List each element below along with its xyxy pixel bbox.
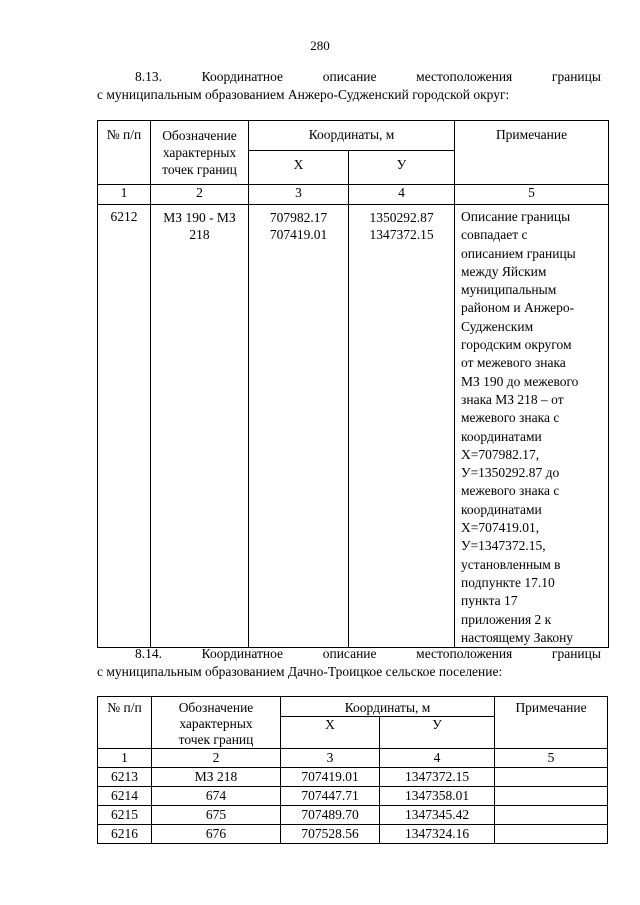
header-note: Примечание xyxy=(495,697,608,749)
cell-note xyxy=(495,806,608,825)
header-points-line: Обозначение xyxy=(178,700,254,715)
cell-y: 1347358.01 xyxy=(380,787,495,806)
note-line: МЗ 190 до межевого xyxy=(461,373,579,389)
cell-points-line: МЗ 190 - МЗ xyxy=(163,210,236,225)
note-line: приложения 2 к xyxy=(461,611,552,627)
heading-word: описание xyxy=(322,69,377,84)
note-line: подпункте 17.10 xyxy=(461,574,555,590)
note-line: пункта 17 xyxy=(461,593,518,609)
cell-x: 707447.71 xyxy=(281,787,380,806)
cell-points-line: 218 xyxy=(189,227,210,242)
cell-num: 6212 xyxy=(98,205,151,648)
header-points-line: точек границ xyxy=(178,732,254,747)
table-row xyxy=(98,825,608,844)
table-row xyxy=(98,806,608,825)
note-line: муниципальным xyxy=(461,282,557,298)
cell-point: 674 xyxy=(152,787,281,806)
note-line: знака МЗ 218 – от xyxy=(461,391,564,407)
heading-word: 8.14. xyxy=(135,646,162,661)
cell-point: 676 xyxy=(152,825,281,844)
header-points xyxy=(151,121,249,185)
section-heading-8-14 xyxy=(97,645,601,681)
header-y: У xyxy=(380,717,495,749)
section-heading-8-13 xyxy=(97,68,601,104)
note-line: Х=707982.17, xyxy=(461,446,540,462)
heading-word: 8.13. xyxy=(135,69,162,84)
cell-points xyxy=(151,205,249,648)
cell-y xyxy=(349,205,455,648)
note-line: межевого знака с xyxy=(461,410,560,426)
heading-word: местоположения xyxy=(416,646,513,661)
cell-x-value: 707419.01 xyxy=(269,227,328,242)
cell-num: 6213 xyxy=(98,768,152,787)
col-number: 1 xyxy=(98,749,152,768)
header-coordinates: Координаты, м xyxy=(281,697,495,717)
header-note: Примечание xyxy=(455,121,609,185)
note-line: установленным в xyxy=(461,556,561,572)
cell-x: 707528.56 xyxy=(281,825,380,844)
cell-point: МЗ 218 xyxy=(152,768,281,787)
col-number: 3 xyxy=(281,749,380,768)
col-number: 5 xyxy=(455,185,609,205)
cell-y: 1347345.42 xyxy=(380,806,495,825)
note-line: У=1347372.15, xyxy=(461,538,546,554)
cell-point: 675 xyxy=(152,806,281,825)
col-number: 3 xyxy=(249,185,349,205)
note-line: У=1350292.87 до xyxy=(461,465,560,481)
header-y: У xyxy=(349,151,455,185)
col-number: 2 xyxy=(152,749,281,768)
heading-line-2: с муниципальным образованием Анжеро-Судженский городской округ: xyxy=(97,87,510,102)
note-line: настоящему Закону xyxy=(461,629,574,645)
heading-word: границы xyxy=(551,69,601,84)
note-line: совпадает с xyxy=(461,227,528,243)
coordinates-table-1 xyxy=(97,120,609,648)
cell-note xyxy=(495,787,608,806)
col-number: 5 xyxy=(495,749,608,768)
table-row xyxy=(98,205,609,648)
heading-line-1 xyxy=(97,68,601,86)
note-line: Описание границы xyxy=(461,209,571,224)
heading-line-1 xyxy=(97,645,601,663)
cell-num: 6214 xyxy=(98,787,152,806)
header-points-line: Обозначение xyxy=(162,128,237,143)
cell-num: 6215 xyxy=(98,806,152,825)
header-x: Х xyxy=(281,717,380,749)
heading-word: Координатное xyxy=(201,646,284,661)
header-points-line: характерных xyxy=(179,716,253,731)
cell-y-value: 1350292.87 xyxy=(369,210,434,225)
table-row xyxy=(98,787,608,806)
page-number: 280 xyxy=(310,38,330,53)
cell-x xyxy=(249,205,349,648)
note-line: от межевого знака xyxy=(461,355,566,371)
heading-word: описание xyxy=(322,646,377,661)
header-points-line: точек границ xyxy=(162,162,237,177)
note-line: Судженским xyxy=(461,318,534,334)
col-number: 4 xyxy=(349,185,455,205)
cell-note xyxy=(495,825,608,844)
table-row xyxy=(98,768,608,787)
col-number: 4 xyxy=(380,749,495,768)
note-line: координатами xyxy=(461,501,542,517)
note-line: координатами xyxy=(461,428,542,444)
heading-word: местоположения xyxy=(416,69,513,84)
cell-x-value: 707982.17 xyxy=(269,210,328,225)
cell-x: 707419.01 xyxy=(281,768,380,787)
heading-word: границы xyxy=(551,646,601,661)
header-num: № п/п xyxy=(98,121,151,185)
coordinates-table-2 xyxy=(97,696,608,844)
cell-note xyxy=(455,205,609,648)
header-points-line: характерных xyxy=(162,145,237,160)
heading-word: Координатное xyxy=(201,69,284,84)
cell-y: 1347324.16 xyxy=(380,825,495,844)
note-line: Х=707419.01, xyxy=(461,520,540,536)
cell-y: 1347372.15 xyxy=(380,768,495,787)
header-coordinates: Координаты, м xyxy=(249,121,455,151)
header-num: № п/п xyxy=(98,697,152,749)
note-line: межевого знака с xyxy=(461,483,560,499)
note-line: между Яйским xyxy=(461,263,547,279)
col-number: 1 xyxy=(98,185,151,205)
note-line: городским округом xyxy=(461,337,572,353)
cell-y-value: 1347372.15 xyxy=(369,227,434,242)
note-line: районом и Анжеро- xyxy=(461,300,575,316)
note-line: описанием границы xyxy=(461,245,576,261)
heading-line-2: с муниципальным образованием Дачно-Троицкое сельское поселение: xyxy=(97,664,503,679)
header-points xyxy=(152,697,281,749)
col-number: 2 xyxy=(151,185,249,205)
header-x: Х xyxy=(249,151,349,185)
cell-num: 6216 xyxy=(98,825,152,844)
cell-note xyxy=(495,768,608,787)
cell-x: 707489.70 xyxy=(281,806,380,825)
